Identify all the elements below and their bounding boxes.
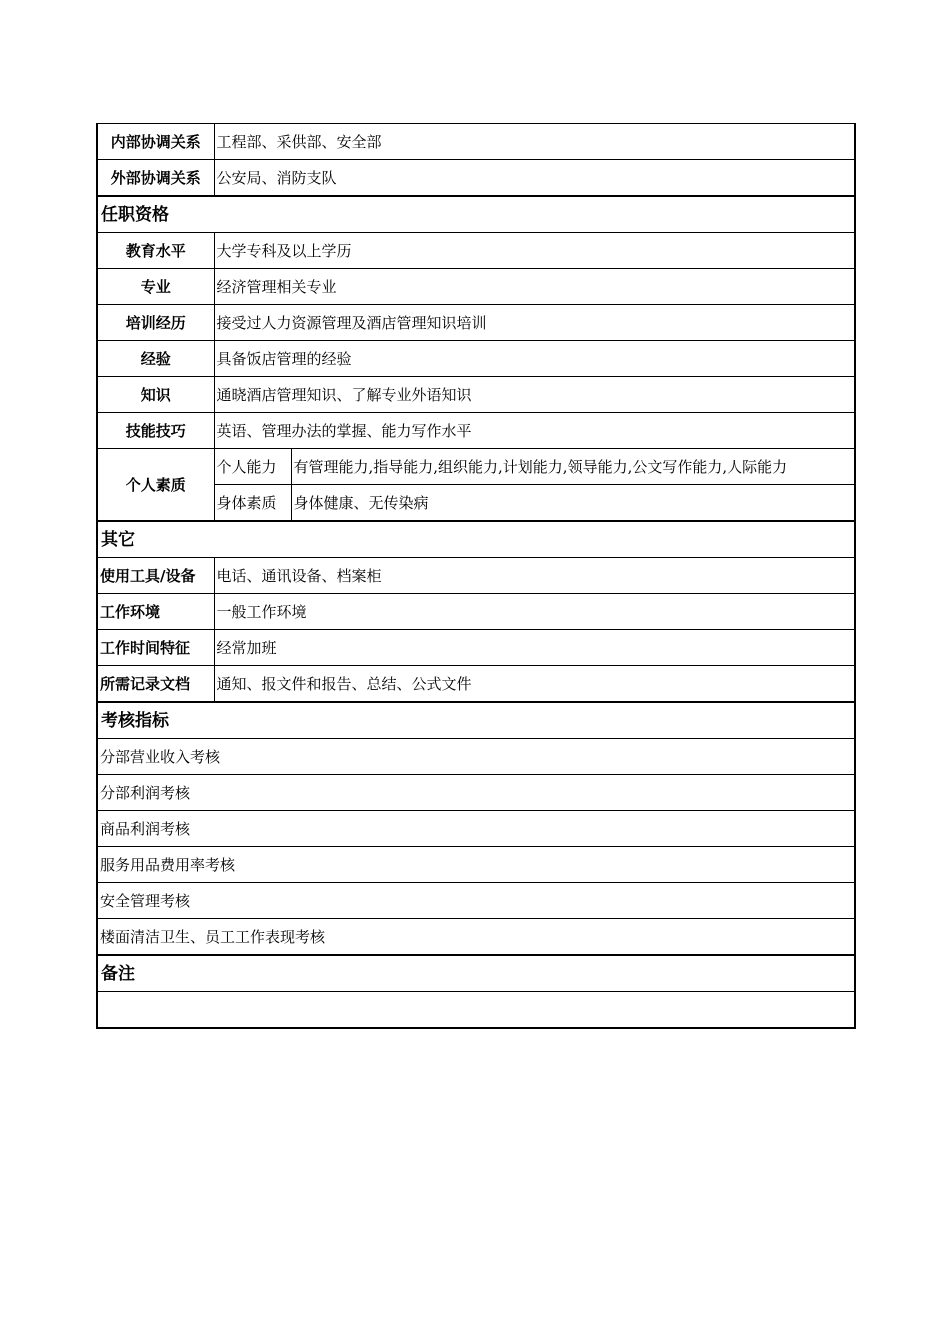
skills-label: 技能技巧 bbox=[97, 413, 214, 449]
knowledge-value: 通晓酒店管理知识、了解专业外语知识 bbox=[214, 377, 855, 413]
other-title: 其它 bbox=[97, 521, 855, 558]
major-value: 经济管理相关专业 bbox=[214, 269, 855, 305]
training-row bbox=[97, 305, 855, 341]
experience-value: 具备饭店管理的经验 bbox=[214, 341, 855, 377]
education-value: 大学专科及以上学历 bbox=[214, 233, 855, 269]
training-label: 培训经历 bbox=[97, 305, 214, 341]
work-time-row bbox=[97, 630, 855, 666]
education-label: 教育水平 bbox=[97, 233, 214, 269]
documents-value: 通知、报文件和报告、总结、公式文件 bbox=[214, 666, 855, 703]
assessment-item-row bbox=[97, 919, 855, 956]
work-time-value: 经常加班 bbox=[214, 630, 855, 666]
training-value: 接受过人力资源管理及酒店管理知识培训 bbox=[214, 305, 855, 341]
major-row bbox=[97, 269, 855, 305]
major-label: 专业 bbox=[97, 269, 214, 305]
assessment-item: 商品利润考核 bbox=[97, 811, 855, 847]
ability-label: 个人能力 bbox=[214, 449, 291, 485]
work-time-label: 工作时间特征 bbox=[97, 630, 214, 666]
health-label: 身体素质 bbox=[214, 485, 291, 522]
assessment-item: 分部利润考核 bbox=[97, 775, 855, 811]
assessment-item: 分部营业收入考核 bbox=[97, 739, 855, 775]
personal-quality-label: 个人素质 bbox=[97, 449, 214, 522]
assessment-item: 服务用品费用率考核 bbox=[97, 847, 855, 883]
external-coordination-row bbox=[97, 160, 855, 197]
qualifications-title: 任职资格 bbox=[97, 196, 855, 233]
ability-value: 有管理能力,指导能力,组织能力,计划能力,领导能力,公文写作能力,人际能力 bbox=[291, 449, 855, 485]
assessment-item-row bbox=[97, 739, 855, 775]
assessment-item: 楼面清洁卫生、员工工作表现考核 bbox=[97, 919, 855, 956]
internal-coordination-label: 内部协调关系 bbox=[97, 124, 214, 160]
tools-value: 电话、通讯设备、档案柜 bbox=[214, 558, 855, 594]
documents-label: 所需记录文档 bbox=[97, 666, 214, 703]
tools-row bbox=[97, 558, 855, 594]
tools-label: 使用工具/设备 bbox=[97, 558, 214, 594]
education-row bbox=[97, 233, 855, 269]
external-coordination-value: 公安局、消防支队 bbox=[214, 160, 855, 197]
environment-value: 一般工作环境 bbox=[214, 594, 855, 630]
internal-coordination-value: 工程部、采供部、安全部 bbox=[214, 124, 855, 160]
qualifications-header-row bbox=[97, 196, 855, 233]
experience-row bbox=[97, 341, 855, 377]
documents-row bbox=[97, 666, 855, 703]
health-value: 身体健康、无传染病 bbox=[291, 485, 855, 522]
remarks-value bbox=[97, 992, 855, 1029]
external-coordination-label: 外部协调关系 bbox=[97, 160, 214, 197]
remarks-header-row bbox=[97, 955, 855, 992]
assessment-item: 安全管理考核 bbox=[97, 883, 855, 919]
remarks-title: 备注 bbox=[97, 955, 855, 992]
assessment-item-row bbox=[97, 847, 855, 883]
job-description-table bbox=[96, 123, 856, 1029]
assessment-item-row bbox=[97, 883, 855, 919]
environment-row bbox=[97, 594, 855, 630]
assessment-item-row bbox=[97, 775, 855, 811]
assessment-item-row bbox=[97, 811, 855, 847]
assessment-header-row bbox=[97, 702, 855, 739]
internal-coordination-row bbox=[97, 124, 855, 160]
environment-label: 工作环境 bbox=[97, 594, 214, 630]
knowledge-row bbox=[97, 377, 855, 413]
assessment-title: 考核指标 bbox=[97, 702, 855, 739]
skills-row bbox=[97, 413, 855, 449]
skills-value: 英语、管理办法的掌握、能力写作水平 bbox=[214, 413, 855, 449]
remarks-row bbox=[97, 992, 855, 1029]
other-header-row bbox=[97, 521, 855, 558]
knowledge-label: 知识 bbox=[97, 377, 214, 413]
experience-label: 经验 bbox=[97, 341, 214, 377]
personal-ability-row bbox=[97, 449, 855, 485]
